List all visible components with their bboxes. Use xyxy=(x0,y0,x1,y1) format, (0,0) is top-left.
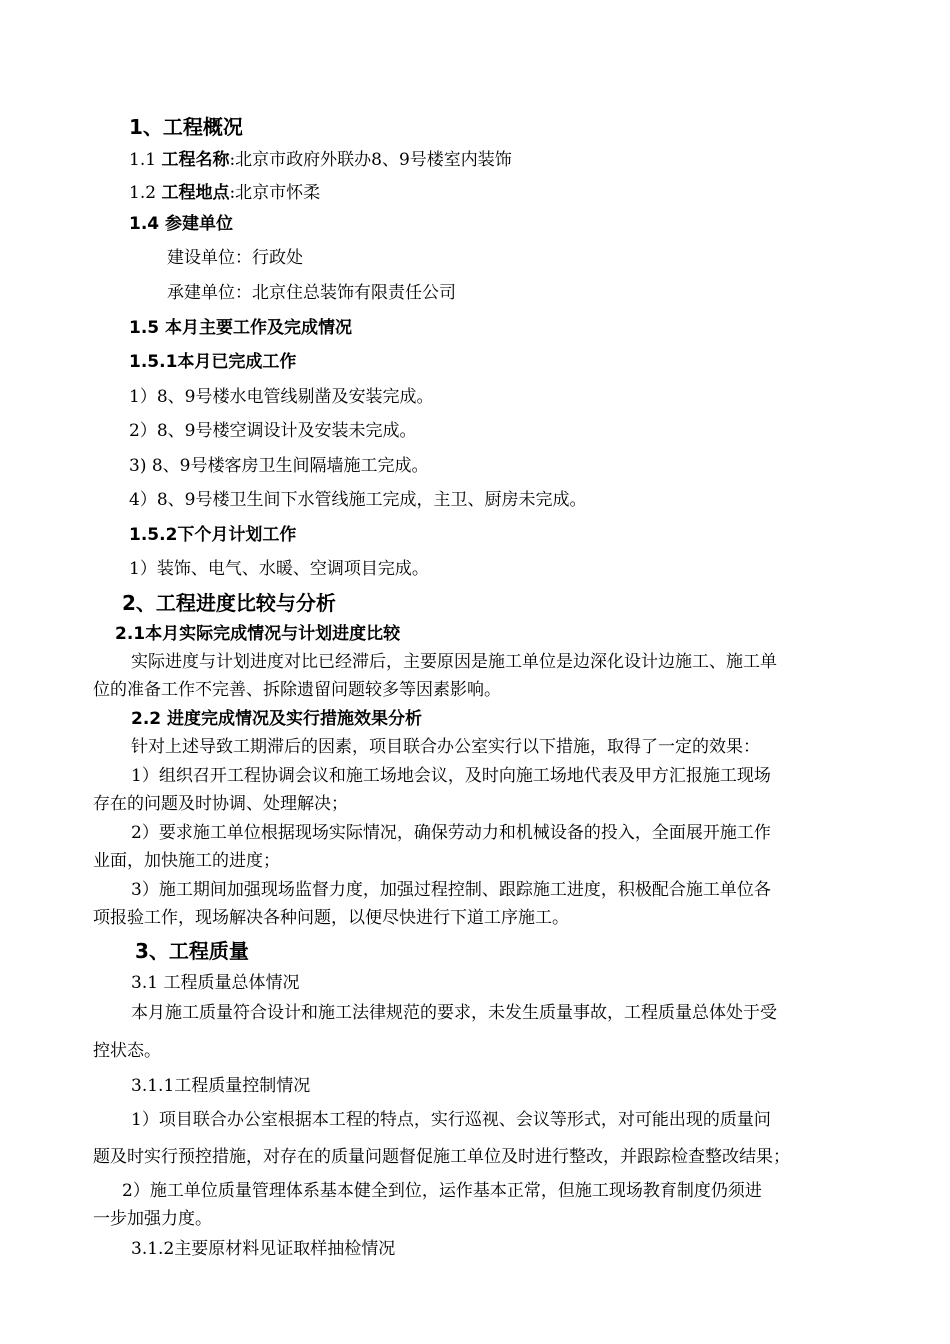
project-location-line xyxy=(129,182,320,204)
paragraph-line: 针对上述导致工期滞后的因素，项目联合办公室实行以下措施，取得了一定的效果： xyxy=(131,737,760,757)
subsection-heading: 3.1 工程质量总体情况 xyxy=(131,973,300,993)
paragraph-line: 项报验工作，现场解决各种问题，以便尽快进行下道工序施工。 xyxy=(93,908,569,928)
paragraph-line: 1）组织召开工程协调会议和施工场地会议，及时向施工场地代表及甲方汇报施工现场 xyxy=(131,766,771,786)
subsection-heading: 1.5.2下个月计划工作 xyxy=(129,525,297,545)
project-location-label: 工程地点 xyxy=(161,183,230,203)
project-name-number: 1.1 xyxy=(129,150,162,170)
subsection-heading: 1.5 本月主要工作及完成情况 xyxy=(129,318,353,338)
project-location-value: :北京市怀柔 xyxy=(229,183,321,203)
section-heading: 1、工程概况 xyxy=(129,115,243,139)
paragraph-line: 2）施工单位质量管理体系基本健全到位，运作基本正常，但施工现场教育制度仍须进 xyxy=(122,1181,762,1201)
section-heading: 3、工程质量 xyxy=(135,939,249,963)
paragraph-line: 题及时实行预控措施，对存在的质量问题督促施工单位及时进行整改，并跟踪检查整改结果； xyxy=(93,1147,790,1167)
paragraph-line: 本月施工质量符合设计和施工法律规范的要求，未发生质量事故，工程质量总体处于受 xyxy=(131,1003,777,1023)
subsection-heading: 3.1.2主要原材料见证取样抽检情况 xyxy=(131,1239,396,1259)
list-item: 1）装饰、电气、水暖、空调项目完成。 xyxy=(129,559,429,579)
project-location-number: 1.2 xyxy=(129,183,162,203)
paragraph-line: 控状态。 xyxy=(93,1041,161,1061)
subsection-heading: 3.1.1工程质量控制情况 xyxy=(131,1076,311,1096)
subsection-heading: 2.2 进度完成情况及实行措施效果分析 xyxy=(131,709,423,729)
contractor-unit: 承建单位：北京住总装饰有限责任公司 xyxy=(167,283,456,303)
subsection-heading: 1.5.1本月已完成工作 xyxy=(129,352,297,372)
paragraph-line: 位的准备工作不完善、拆除遗留问题较多等因素影响。 xyxy=(93,680,501,700)
subsection-heading: 1.4 参建单位 xyxy=(129,214,234,234)
paragraph-line: 1）项目联合办公室根据本工程的特点，实行巡视、会议等形式，对可能出现的质量问 xyxy=(131,1110,771,1130)
subsection-heading: 2.1本月实际完成情况与计划进度比较 xyxy=(115,624,401,644)
project-name-value: :北京市政府外联办8、9号楼室内装饰 xyxy=(229,150,512,170)
paragraph-line: 存在的问题及时协调、处理解决； xyxy=(93,794,348,814)
list-item: 2）8、9号楼空调设计及安装未完成。 xyxy=(129,421,417,441)
section-heading: 2、工程进度比较与分析 xyxy=(122,591,336,615)
paragraph-line: 2）要求施工单位根据现场实际情况，确保劳动力和机械设备的投入，全面展开施工作 xyxy=(131,823,771,843)
paragraph-line: 一步加强力度。 xyxy=(93,1209,212,1229)
paragraph-line: 业面，加快施工的进度； xyxy=(93,851,280,871)
list-item: 3) 8、9号楼客房卫生间隔墙施工完成。 xyxy=(129,456,429,476)
project-name-line xyxy=(129,149,512,171)
builder-unit: 建设单位：行政处 xyxy=(167,248,303,268)
list-item: 1）8、9号楼水电管线剔凿及安装完成。 xyxy=(129,387,434,407)
paragraph-line: 实际进度与计划进度对比已经滞后，主要原因是施工单位是边深化设计边施工、施工单 xyxy=(131,652,777,672)
list-item: 4）8、9号楼卫生间下水管线施工完成，主卫、厨房未完成。 xyxy=(129,490,587,510)
paragraph-line: 3）施工期间加强现场监督力度，加强过程控制、跟踪施工进度，积极配合施工单位各 xyxy=(131,880,771,900)
project-name-label: 工程名称 xyxy=(161,150,230,170)
